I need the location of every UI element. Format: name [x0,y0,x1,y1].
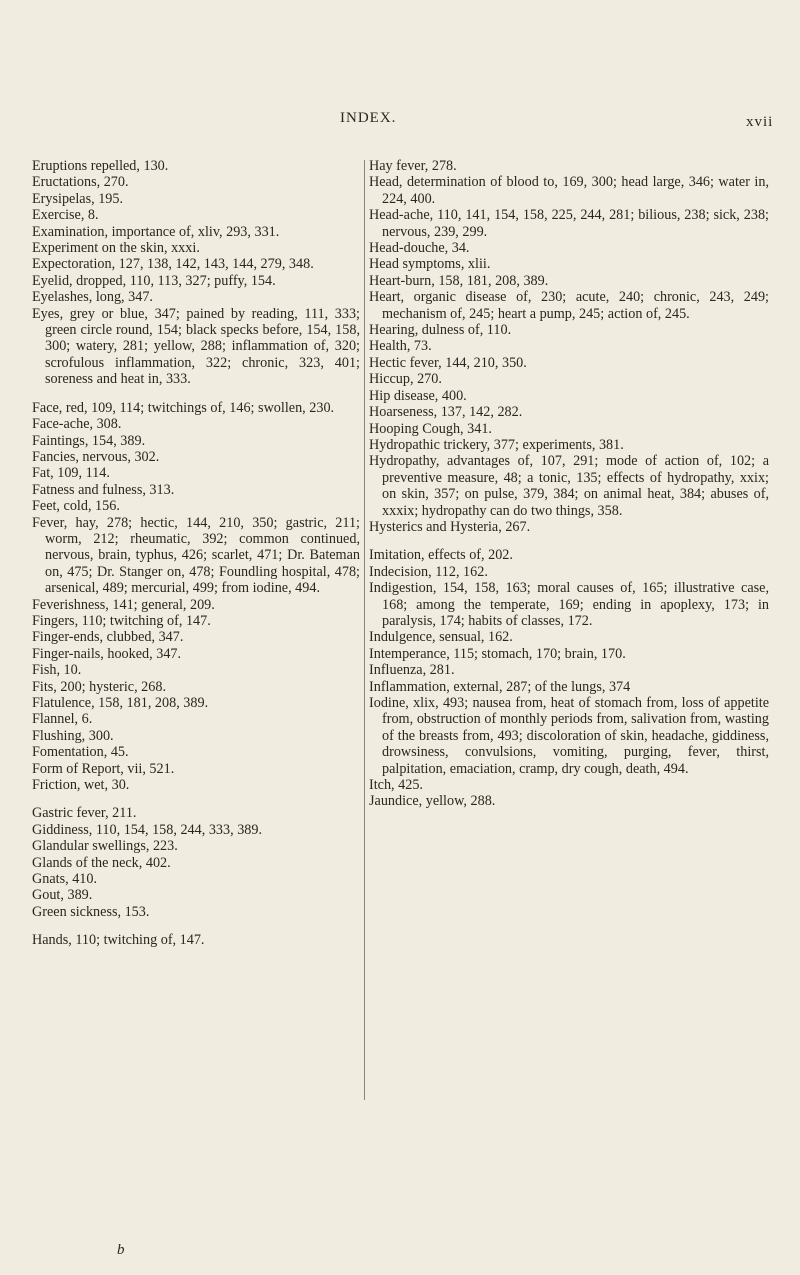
index-entry: Head symptoms, xlii. [369,256,491,273]
index-entry: Fever, hay, 278; hectic, 144, 210, 350; gastric, 211; worm, 212; rheumatic, 392; common continued, nervous, brain, typhus, 426; scarlet, 471; Dr. Bateman on, 475; Dr. Stanger on, 478; Foundling hospital, 478; arsenical, 489; mercurial, 499; from iodine, 494. [32,514,360,597]
index-entry: Green sickness, 153. [32,903,150,920]
index-entry: Head-ache, 110, 141, 154, 158, 225, 244, 281; bilious, 238; sick, 238; nervous, 239, 299. [369,207,769,240]
index-entry: Form of Report, vii, 521. [32,760,175,777]
page-header [0,110,800,140]
section-gap [32,793,360,805]
index-entry: Imitation, effects of, 202. [369,547,513,564]
section-gap [32,920,360,932]
index-entry: Eyelid, dropped, 110, 113, 327; puffy, 154. [32,272,276,289]
column-divider [364,160,365,1100]
index-entry: Gnats, 410. [32,871,98,888]
index-entry: Hydropathic trickery, 377; experiments, 381. [369,436,624,453]
index-entry: Fancies, nervous, 302. [32,448,160,465]
index-entry: Face-ache, 308. [32,416,122,433]
index-entry: Influenza, 281. [369,662,455,679]
index-entry: Expectoration, 127, 138, 142, 143, 144, 279, 348. [32,256,314,273]
index-entry: Exercise, 8. [32,207,99,224]
index-entry: Feverishness, 141; general, 209. [32,596,215,613]
index-entry: Hearing, dulness of, 110. [369,322,512,339]
page-title: INDEX. [340,110,397,126]
index-entry: Fish, 10. [32,662,82,679]
index-entry: Iodine, xlix, 493; nausea from, heat of stomach from, loss of appetite from, obstruction of monthly periods from, salivation from, wasting of the breasts from, 493; discoloration of skin, headache, giddiness, drowsiness, convulsions, vomiting, purging, fever, thirst, palpitation, emaciation, cramp, dry cough, death, 494. [369,695,769,777]
index-entry: Feet, cold, 156. [32,498,120,515]
index-entry: Eruptions repelled, 130. [32,158,169,174]
index-entry: Hiccup, 270. [369,371,442,388]
index-entry: Hectic fever, 144, 210, 350. [369,354,527,371]
index-entry: Heart-burn, 158, 181, 208, 389. [369,272,549,289]
index-entry: Head, determination of blood to, 169, 300; head large, 346; water in, 224, 400. [369,174,769,207]
index-entry: Hay fever, 278. [369,158,457,174]
index-entry: Examination, importance of, xliv, 293, 331. [32,223,280,240]
section-gap [32,388,360,400]
index-entry: Gout, 389. [32,887,93,904]
index-entry: Experiment on the skin, xxxi. [32,240,200,257]
index-entry: Glands of the neck, 402. [32,854,171,871]
index-entry: Eyes, grey or blue, 347; pained by reading, 111, 333; green circle round, 154; black specks before, 154, 158, 300; watery, 281; yellow, 288; inflammation of, 320; scrofulous inflammation, 322; chronic, 323, 401; soreness and heat in, 333. [32,305,360,388]
index-entry: Glandular swellings, 223. [32,838,178,855]
index-entry: Hydropathy, advantages of, 107, 291; mode of action of, 102; a preventive measure, 48; a tonic, 135; effects of hydropathy, xxix; on skin, 357; on pulse, 379, 384; on animal heat, 384; abuses of, xxxix; hydropathy can do two things, 358. [369,453,769,519]
index-column-right [369,158,769,810]
page-number: xvii [746,114,774,130]
index-entry: Health, 73. [369,338,432,355]
index-entry: Heart, organic disease of, 230; acute, 240; chronic, 243, 249; mechanism of, 245; heart a pump, 245; action of, 245. [369,289,769,322]
index-entry: Itch, 425. [369,777,423,794]
index-entry: Indigestion, 154, 158, 163; moral causes of, 165; illustrative case, 168; among the temperate, 169; ending in apoplexy, 173; in paralysis, 174; habits of classes, 172. [369,580,769,629]
index-entry: Hooping Cough, 341. [369,420,492,437]
index-entry: Flushing, 300. [32,727,114,744]
index-entry: Fits, 200; hysteric, 268. [32,678,166,695]
index-entry: Jaundice, yellow, 288. [369,793,496,810]
index-entry: Flatulence, 158, 181, 208, 389. [32,695,209,711]
index-entry: Giddiness, 110, 154, 158, 244, 333, 389. [32,821,263,838]
index-entry: Indulgence, sensual, 162. [369,629,513,646]
index-entry: Inflammation, external, 287; of the lungs, 374 [369,678,631,695]
index-entry: Hoarseness, 137, 142, 282. [369,404,523,421]
index-entry: Gastric fever, 211. [32,805,137,822]
index-entry: Intemperance, 115; stomach, 170; brain, 170. [369,645,626,662]
index-entry: Fat, 109, 114. [32,465,110,482]
index-entry: Indecision, 112, 162. [369,563,488,580]
index-column-left [32,158,360,949]
index-entry: Face, red, 109, 114; twitchings of, 146; swollen, 230. [32,399,335,416]
signature-mark: b [117,1242,125,1258]
index-entry: Erysipelas, 195. [32,190,124,207]
index-entry: Fomentation, 45. [32,744,129,761]
index-entry: Head-douche, 34. [369,240,470,257]
index-entry: Flannel, 6. [32,711,93,728]
index-entry: Hands, 110; twitching of, 147. [32,932,205,949]
index-entry: Eructations, 270. [32,174,129,191]
index-entry: Faintings, 154, 389. [32,432,146,449]
index-entry: Finger-ends, clubbed, 347. [32,629,184,646]
index-entry: Hip disease, 400. [369,387,467,404]
index-entry: Friction, wet, 30. [32,777,130,794]
index-entry: Fingers, 110; twitching of, 147. [32,612,211,629]
section-gap [369,535,769,547]
index-entry: Hysterics and Hysteria, 267. [369,518,531,535]
index-entry: Finger-nails, hooked, 347. [32,645,182,662]
index-entry: Eyelashes, long, 347. [32,289,153,306]
index-entry: Fatness and fulness, 313. [32,481,175,498]
